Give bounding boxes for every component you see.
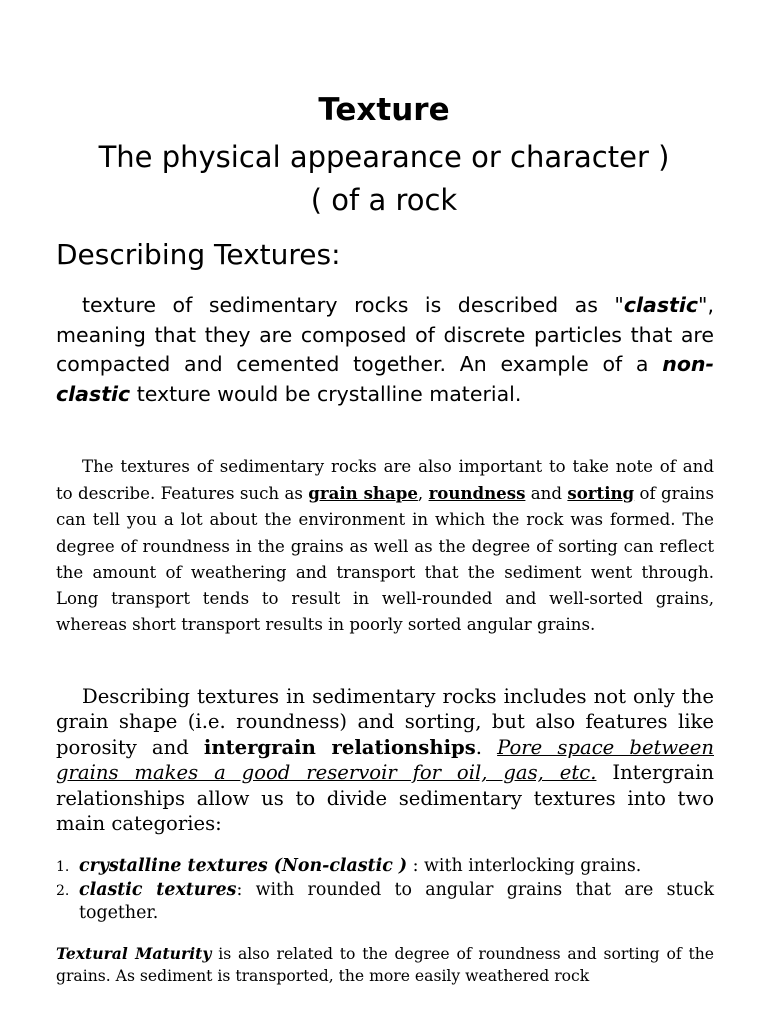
- p3-text-a: Describing textures in sedimentary rocks includes not only the grain shape (i.e. roundness) and sorting, but also features like porosity and: [56, 685, 714, 759]
- term-non-clastic: non-clastic: [56, 352, 714, 406]
- list-item: [56, 879, 714, 925]
- list-text: : with interlocking grains.: [407, 856, 642, 876]
- list-item: [56, 855, 714, 878]
- term-intergrain-relationships: intergrain relationships: [203, 735, 476, 759]
- paragraph-texture-features: [56, 454, 714, 638]
- paragraph-clastic-definition: [56, 291, 714, 409]
- p2-and: and: [525, 484, 568, 504]
- list-text: : with rounded to angular grains that are stuck together.: [79, 880, 714, 923]
- term-sorting: sorting: [567, 483, 635, 504]
- p1-text-b: ", meaning that they are composed of discrete particles that are compacted and cemented together. An example of a: [56, 293, 714, 376]
- section-heading: Describing Textures:: [56, 238, 341, 271]
- paragraph-textural-maturity: [56, 943, 714, 987]
- p2-text-a: The textures of sedimentary rocks are also important to take note of and to describe. Features such as: [56, 457, 714, 504]
- texture-categories-list: [56, 855, 714, 926]
- p3-text-b: .: [475, 735, 498, 759]
- p2-comma: ,: [417, 484, 429, 504]
- term-textural-maturity: Textural Maturity: [56, 944, 212, 963]
- list-number: 2.: [56, 883, 70, 899]
- p3-text-c: Intergrain relationships allow us to divide sedimentary textures into two main categories:: [56, 761, 714, 836]
- p4-text: is also related to the degree of roundness and sorting of the grains. As sediment is transported, the more easily weathered rock: [56, 945, 714, 985]
- page-title: Texture: [318, 92, 450, 128]
- list-number: 1.: [56, 859, 70, 875]
- p1-text-c: texture would be crystalline material.: [130, 381, 522, 406]
- paragraph-intergrain: [56, 684, 714, 836]
- subtitle-line-1: The physical appearance or character ): [98, 140, 670, 174]
- list-term: clastic textures: [79, 880, 237, 900]
- p2-text-b: of grains can tell you a lot about the environment in which the rock was formed. The degree of roundness in the grains as well as the degree of sorting can reflect the amount of weathering and transport that the sediment went through. Long transport tends to result in well-rounded and well-sorted grains, whereas short transport results in poorly sorted angular grains.: [56, 484, 714, 635]
- term-roundness: roundness: [428, 483, 526, 504]
- pore-space-note: Pore space between grains makes a good reservoir for oil, gas, etc.: [56, 735, 714, 785]
- term-clastic: clastic: [623, 293, 699, 317]
- list-term: crystalline textures (Non-clastic ): [79, 856, 408, 876]
- term-grain-shape: grain shape: [308, 483, 418, 504]
- subtitle-line-2: ( of a rock: [310, 183, 458, 217]
- p1-text-a: texture of sedimentary rocks is described as ": [82, 293, 624, 317]
- page-subtitle: [40, 136, 728, 222]
